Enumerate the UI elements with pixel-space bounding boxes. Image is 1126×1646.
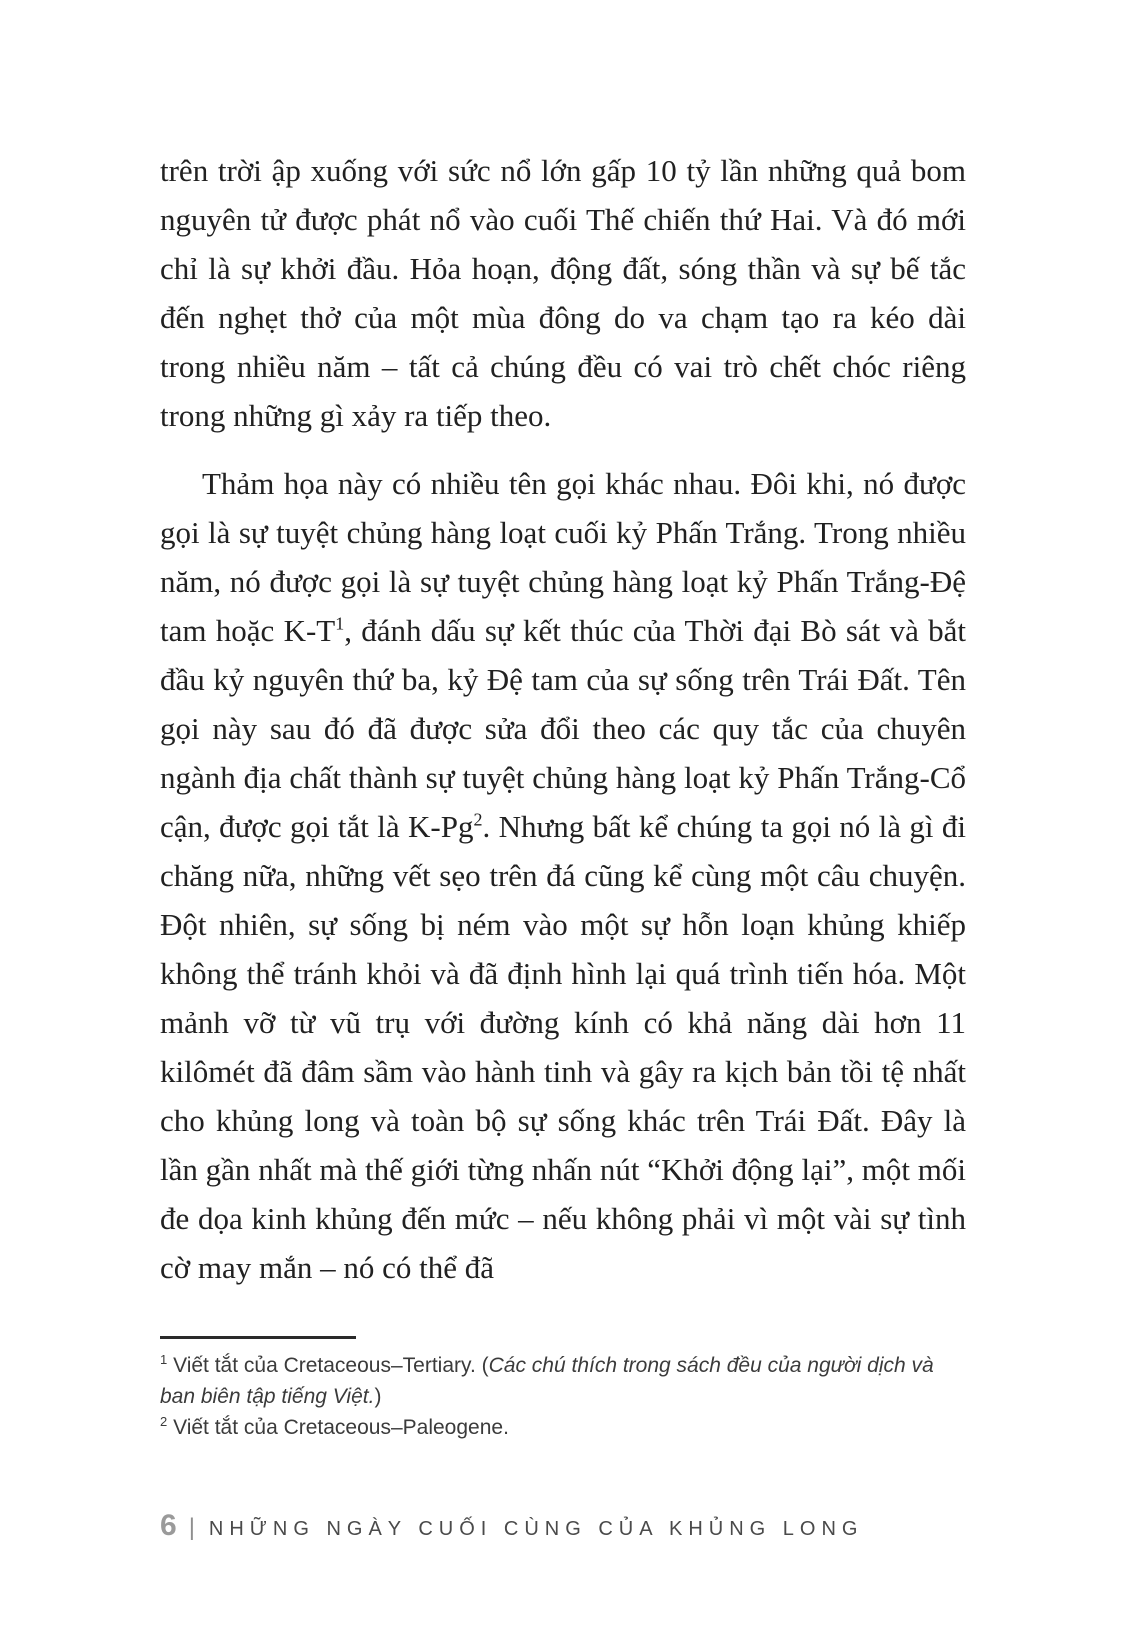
footer-separator: |: [188, 1514, 195, 1541]
footnotes-block: [160, 1336, 960, 1443]
running-title: NHỮNG NGÀY CUỐI CÙNG CỦA KHỦNG LONG: [208, 1518, 864, 1540]
footnote-2: [160, 1412, 960, 1443]
footnote-1-text: Viết tắt của Cretaceous–Tertiary. (: [167, 1354, 489, 1377]
footnote-separator-rule: [160, 1336, 356, 1339]
paragraph-text: Thảm họa này có nhiều tên gọi khác nhau. Đôi khi, nó được gọi là sự tuyệt chủng hàng loạt cuối kỷ Phấn Trắng. Trong nhiều năm, nó được gọi là sự tuyệt chủng hàng loạt kỷ Phấn Trắng-Đệ tam hoặc K-T: [160, 466, 966, 648]
paragraph-text: trên trời ập xuống với sức nổ lớn gấp 10 tỷ lần những quả bom nguyên tử được phát nổ vào cuối Thế chiến thứ Hai. Và đó mới chỉ là sự khởi đầu. Hỏa hoạn, động đất, sóng thần và sự bế tắc đến nghẹt thở của một mùa đông do va chạm tạo ra kéo dài trong nhiều năm – tất cả chúng đều có vai trò chết chóc riêng trong những gì xảy ra tiếp theo.: [160, 153, 966, 433]
paragraph-text: , đánh dấu sự kết thúc của Thời đại Bò sát và bắt đầu kỷ nguyên thứ ba, kỷ Đệ tam của sự sống trên Trái Đất. Tên gọi này sau đó đã được sửa đổi theo các quy tắc của chuyên ngành địa chất thành sự tuyệt chủng hàng loạt kỷ Phấn Trắng-Cổ cận, được gọi tắt là K-Pg: [160, 613, 966, 844]
body-text-block: [160, 146, 966, 1292]
footnote-1-italic-text: Các chú thích trong sách đều của người dịch và ban biên tập tiếng Việt.: [160, 1354, 934, 1408]
paragraph-text: . Nhưng bất kể chúng ta gọi nó là gì đi chăng nữa, những vết sẹo trên đá cũng kể cùng một câu chuyện. Đột nhiên, sự sống bị ném vào một sự hỗn loạn khủng khiếp không thể tránh khỏi và đã định hình lại quá trình tiến hóa. Một mảnh vỡ từ vũ trụ với đường kính có khả năng dài hơn 11 kilômét đã đâm sầm vào hành tinh và gây ra kịch bản tồi tệ nhất cho khủng long và toàn bộ sự sống khác trên Trái Đất. Đây là lần gần nhất mà thế giới từng nhấn nút “Khởi động lại”, một mối đe dọa kinh khủng đến mức – nếu không phải vì một vài sự tình cờ may mắn – nó có thể đã: [160, 809, 966, 1285]
page-number: 6: [160, 1509, 177, 1542]
footnote-2-marker: 2: [160, 1414, 168, 1429]
footnote-1-marker: 1: [160, 1352, 168, 1367]
footnote-2-text: Viết tắt của Cretaceous–Paleogene.: [167, 1416, 509, 1439]
paragraph-continuation: [160, 146, 966, 440]
footnote-ref-1: 1: [335, 613, 345, 634]
page-footer: [160, 1509, 863, 1543]
footnote-1-closing: ): [374, 1385, 382, 1408]
paragraph-main: [160, 459, 966, 1292]
footnote-1: [160, 1350, 960, 1412]
footnote-ref-2: 2: [473, 809, 483, 830]
